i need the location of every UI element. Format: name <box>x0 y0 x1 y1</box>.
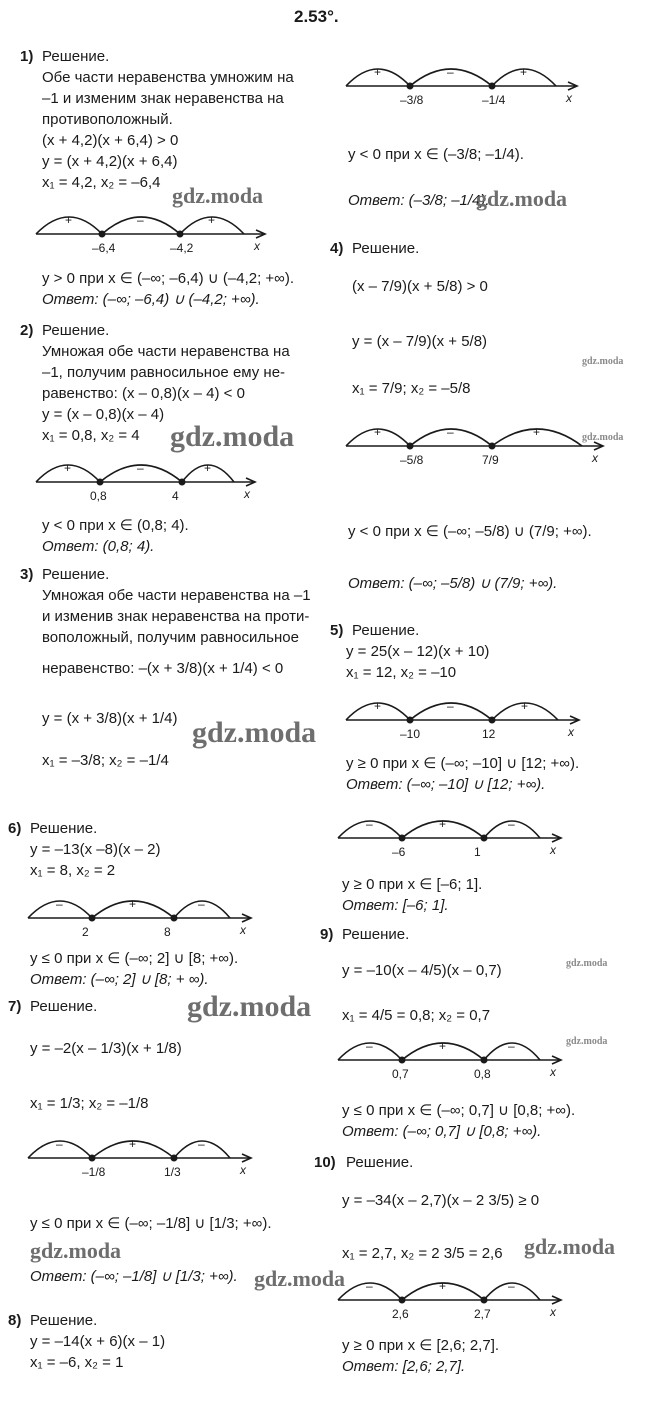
problem-1-text: (x + 4,2)(x + 6,4) > 0 <box>42 132 179 149</box>
problem-9-heading: Решение. <box>342 926 410 943</box>
problem-6-text: y = –13(x –8)(x – 2) <box>30 841 161 858</box>
problem-5-text: x₁ = 12, x₂ = –10 <box>346 664 457 681</box>
problem-3-text: воположный, получим равносильное <box>42 629 299 646</box>
problem-9-function: y = –10(x – 4/5)(x – 0,7) <box>342 962 502 979</box>
number-line-svg <box>346 56 580 112</box>
problem-6-number: 6) <box>8 820 22 837</box>
problem-2-text: Умножая обе части неравенства на <box>42 343 290 360</box>
number-line-svg <box>36 452 258 508</box>
root-label: 0,8 <box>90 489 107 503</box>
root-point <box>171 915 178 922</box>
problem-5-answer: Ответ: (–∞; –10] ∪ [12; +∞). <box>346 776 546 793</box>
problem-4-result: y < 0 при x ∈ (–∞; –5/8) ∪ (7/9; +∞). <box>348 523 592 540</box>
watermark: gdz.moda <box>192 716 317 749</box>
number-line-svg <box>36 204 268 260</box>
root-label: 12 <box>482 727 496 741</box>
problem-3-result: y < 0 при x ∈ (–3/8; –1/4). <box>348 146 524 163</box>
problem-5-text: y = 25(x – 12)(x + 10) <box>346 643 490 660</box>
problem-9-roots: x₁ = 4/5 = 0,8; x₂ = 0,7 <box>342 1007 491 1024</box>
sign-label: + <box>129 1137 137 1151</box>
problem-2-text: –1, получим равносильное ему не- <box>42 364 286 381</box>
axis-label: x <box>240 923 246 937</box>
sign-label: – <box>137 461 144 475</box>
watermark: gdz.moda <box>566 1036 608 1047</box>
problem-2-text: равенство: (x – 0,8)(x – 4) < 0 <box>42 385 245 402</box>
number-line-svg <box>28 1128 254 1184</box>
problem-8-number: 8) <box>8 1312 22 1329</box>
axis-label: x <box>240 1163 246 1177</box>
problem-4-heading: Решение. <box>352 240 420 257</box>
problem-1-text: –1 и изменим знак неравенства на <box>42 90 284 107</box>
problem-2-result: y < 0 при x ∈ (0,8; 4). <box>42 517 189 534</box>
problem-2-text: y = (x – 0,8)(x – 4) <box>42 406 165 423</box>
axis-label: x <box>550 843 556 857</box>
problem-6-text: x₁ = 8, x₂ = 2 <box>30 862 116 879</box>
axis-label: x <box>254 239 260 253</box>
problem-8-text: y = –14(x + 6)(x – 1) <box>30 1333 166 1350</box>
root-label: 7/9 <box>482 453 499 467</box>
root-label: –6,4 <box>92 241 116 255</box>
root-point <box>399 1057 406 1064</box>
sign-label: – <box>137 213 144 227</box>
root-point <box>89 1155 96 1162</box>
root-point <box>481 1297 488 1304</box>
problem-6-result: y ≤ 0 при x ∈ (–∞; 2] ∪ [8; +∞). <box>30 950 239 967</box>
root-point <box>489 83 496 90</box>
sign-label: + <box>439 817 447 831</box>
root-label: –1/8 <box>82 1165 106 1179</box>
sign-label: – <box>198 897 205 911</box>
problem-3-text: и изменив знак неравенства на проти- <box>42 608 310 625</box>
problem-10-answer: Ответ: [2,6; 2,7]. <box>342 1358 466 1375</box>
sign-label: – <box>508 1279 515 1293</box>
problem-7-number: 7) <box>8 998 22 1015</box>
problem-5-number: 5) <box>330 622 344 639</box>
root-point <box>399 1297 406 1304</box>
root-label: –10 <box>400 727 421 741</box>
sign-label: – <box>366 1279 373 1293</box>
root-label: –6 <box>392 845 406 859</box>
axis-label: x <box>550 1065 556 1079</box>
sign-label: + <box>374 699 382 713</box>
problem-5-heading: Решение. <box>352 622 420 639</box>
root-point <box>407 83 414 90</box>
root-label: 2 <box>82 925 89 939</box>
problem-4-roots: x₁ = 7/9; x₂ = –5/8 <box>352 380 471 397</box>
problem-8-answer: Ответ: [–6; 1]. <box>342 897 449 914</box>
watermark: gdz.moda <box>254 1266 346 1291</box>
sign-label: – <box>447 65 454 79</box>
problem-1-text: x₁ = 4,2, x₂ = –6,4 <box>42 174 161 191</box>
sign-label: + <box>208 213 216 227</box>
watermark: gdz.moda <box>524 1234 616 1259</box>
axis-label: x <box>592 451 598 465</box>
root-point <box>179 479 186 486</box>
problem-7-heading: Решение. <box>30 998 98 1015</box>
problem-2-text: x₁ = 0,8, x₂ = 4 <box>42 427 140 444</box>
problem-1-answer: Ответ: (–∞; –6,4) ∪ (–4,2; +∞). <box>42 291 260 308</box>
root-point <box>171 1155 178 1162</box>
problem-6-heading: Решение. <box>30 820 98 837</box>
problem-8-text: x₁ = –6, x₂ = 1 <box>30 1354 124 1371</box>
problem-4-function: y = (x – 7/9)(x + 5/8) <box>352 333 488 350</box>
problem-1-number: 1) <box>20 48 34 65</box>
root-point <box>489 717 496 724</box>
root-label: 0,8 <box>474 1067 491 1081</box>
sign-label: + <box>521 699 529 713</box>
root-point <box>89 915 96 922</box>
problem-6-answer: Ответ: (–∞; 2] ∪ [8; + ∞). <box>30 971 209 988</box>
problem-3-answer: Ответ: (–3/8; –1/4). <box>348 192 490 209</box>
root-label: –3/8 <box>400 93 424 107</box>
sign-label: + <box>374 65 382 79</box>
problem-3-text: Умножая обе части неравенства на –1 <box>42 587 311 604</box>
problem-9-result: y ≤ 0 при x ∈ (–∞; 0,7] ∪ [0,8; +∞). <box>342 1102 576 1119</box>
sign-label: – <box>447 699 454 713</box>
number-line-svg <box>338 1030 564 1086</box>
problem-10-number: 10) <box>314 1154 336 1171</box>
number-line-svg <box>338 808 564 864</box>
problem-10-result: y ≥ 0 при x ∈ [2,6; 2,7]. <box>342 1337 500 1354</box>
watermark: gdz.moda <box>582 356 624 367</box>
problem-3-inequality: неравенство: –(x + 3/8)(x + 1/4) < 0 <box>42 660 284 677</box>
problem-9-answer: Ответ: (–∞; 0,7] ∪ [0,8; +∞). <box>342 1123 542 1140</box>
problem-10-roots: x₁ = 2,7, x₂ = 2 3/5 = 2,6 <box>342 1245 503 1262</box>
root-point <box>481 835 488 842</box>
problem-7-roots: x₁ = 1/3; x₂ = –1/8 <box>30 1095 149 1112</box>
watermark: gdz.moda <box>30 1238 122 1263</box>
root-point <box>99 231 106 238</box>
problem-5-result: y ≥ 0 при x ∈ (–∞; –10] ∪ [12; +∞). <box>346 755 580 772</box>
sign-label: + <box>65 213 73 227</box>
root-label: 8 <box>164 925 171 939</box>
watermark: gdz.moda <box>172 183 264 208</box>
root-point <box>399 835 406 842</box>
root-label: 4 <box>172 489 179 503</box>
problem-4-answer: Ответ: (–∞; –5/8) ∪ (7/9; +∞). <box>348 575 558 592</box>
problem-2-answer: Ответ: (0,8; 4). <box>42 538 155 555</box>
problem-3-roots: x₁ = –3/8; x₂ = –1/4 <box>42 752 169 769</box>
watermark: gdz.moda <box>170 420 295 453</box>
root-label: –1/4 <box>482 93 506 107</box>
sign-label: + <box>374 425 382 439</box>
root-point <box>97 479 104 486</box>
problem-10-heading: Решение. <box>346 1154 414 1171</box>
problem-7-result: y ≤ 0 при x ∈ (–∞; –1/8] ∪ [1/3; +∞). <box>30 1215 272 1232</box>
problem-3-number: 3) <box>20 566 34 583</box>
root-label: –4,2 <box>170 241 194 255</box>
problem-2-number: 2) <box>20 322 34 339</box>
problem-1-text: y = (x + 4,2)(x + 6,4) <box>42 153 178 170</box>
root-point <box>177 231 184 238</box>
sign-label: – <box>366 817 373 831</box>
axis-label: x <box>550 1305 556 1319</box>
problem-2-heading: Решение. <box>42 322 110 339</box>
root-point <box>407 443 414 450</box>
problem-1-text: противоположный. <box>42 111 173 128</box>
sign-label: – <box>56 897 63 911</box>
axis-label: x <box>244 487 250 501</box>
sign-label: + <box>204 461 212 475</box>
sign-label: + <box>533 425 541 439</box>
axis-label: x <box>566 91 572 105</box>
axis-label: x <box>568 725 574 739</box>
root-point <box>489 443 496 450</box>
sign-label: – <box>508 817 515 831</box>
root-label: 1/3 <box>164 1165 181 1179</box>
sign-label: – <box>366 1039 373 1053</box>
problem-7-answer: Ответ: (–∞; –1/8] ∪ [1/3; +∞). <box>30 1268 238 1285</box>
number-line-svg <box>28 888 254 944</box>
root-point <box>481 1057 488 1064</box>
sign-label: + <box>129 897 137 911</box>
problem-7-function: y = –2(x – 1/3)(x + 1/8) <box>30 1040 182 1057</box>
problem-1-text: Обе части неравенства умножим на <box>42 69 294 86</box>
problem-9-number: 9) <box>320 926 334 943</box>
watermark: gdz.moda <box>476 186 568 211</box>
problem-1-result: y > 0 при x ∈ (–∞; –6,4) ∪ (–4,2; +∞). <box>42 270 295 287</box>
root-label: –5/8 <box>400 453 424 467</box>
problem-4-number: 4) <box>330 240 344 257</box>
problem-1-heading: Решение. <box>42 48 110 65</box>
sign-label: + <box>439 1039 447 1053</box>
watermark: gdz.moda <box>566 958 608 969</box>
sign-label: + <box>520 65 528 79</box>
sign-label: – <box>447 425 454 439</box>
number-line-svg <box>346 690 582 746</box>
root-label: 1 <box>474 845 481 859</box>
page-title: 2.53°. <box>294 7 339 26</box>
problem-8-heading: Решение. <box>30 1312 98 1329</box>
sign-label: – <box>56 1137 63 1151</box>
root-point <box>407 717 414 724</box>
problem-10-function: y = –34(x – 2,7)(x – 2 3/5) ≥ 0 <box>342 1192 540 1209</box>
watermark: gdz.moda <box>582 432 624 443</box>
problem-4-inequality: (x – 7/9)(x + 5/8) > 0 <box>352 278 488 295</box>
number-line-svg <box>346 416 606 472</box>
problem-3-heading: Решение. <box>42 566 110 583</box>
sign-label: – <box>198 1137 205 1151</box>
problem-8-result: y ≥ 0 при x ∈ [–6; 1]. <box>342 876 483 893</box>
watermark: gdz.moda <box>187 990 312 1023</box>
sign-label: + <box>64 461 72 475</box>
root-label: 2,6 <box>392 1307 409 1321</box>
problem-3-function: y = (x + 3/8)(x + 1/4) <box>42 710 178 727</box>
sign-label: + <box>439 1279 447 1293</box>
sign-label: – <box>508 1039 515 1053</box>
root-label: 2,7 <box>474 1307 491 1321</box>
root-label: 0,7 <box>392 1067 409 1081</box>
number-line-svg <box>338 1270 564 1326</box>
